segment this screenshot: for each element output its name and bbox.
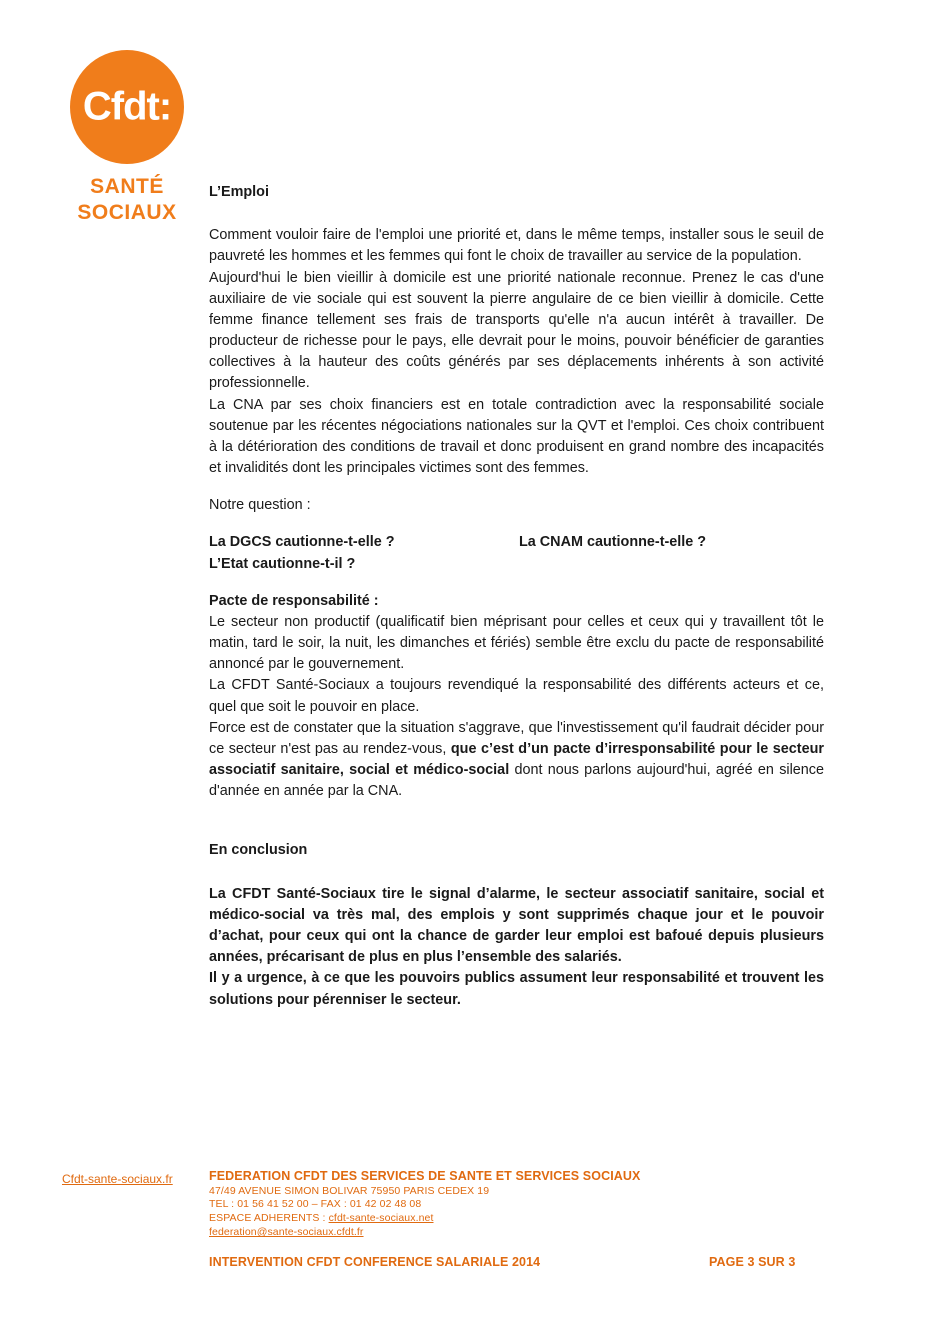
logo-circle bbox=[70, 50, 184, 164]
footer-page-number: PAGE 3 SUR 3 bbox=[709, 1255, 796, 1269]
question-cnam: La CNAM cautionne-t-elle ? bbox=[519, 534, 707, 551]
question-intro: Notre question : bbox=[209, 497, 311, 514]
conclusion-paragraph-1: La CFDT Santé-Sociaux tire le signal d’alarme, le secteur associatif sanitaire, social et médico-social va très mal, des emplois y sont supprimés chaque jour et le pouvoir d’achat, pour ceux qui ont la chance de garder leur emploi est bafoué depuis plusieurs années, précarisant de plus en plus l’ensemble des salariés. bbox=[209, 885, 824, 966]
emploi-paragraph-1: Comment vouloir faire de l'emploi une priorité et, dans le même temps, installer sous le seuil de pauvreté les hommes et les femmes qui font le choix de travailler au service de la population. bbox=[209, 227, 824, 265]
cfdt-logo bbox=[62, 50, 192, 225]
footer-email-wrap bbox=[209, 1226, 869, 1240]
logo-subtitle-line1: SANTÉ bbox=[90, 175, 164, 198]
pacte-paragraph-3-tail: dont nous parlons aujourd'hui, agréé en silence d'année en année par la CNA. bbox=[209, 762, 824, 800]
footer-adherents-label: ESPACE ADHERENTS : bbox=[209, 1212, 329, 1225]
pacte-paragraph-1: Le secteur non productif (qualificatif bien méprisant pour celles et ceux qui y travaillent tôt le matin, tard le soir, la nuit, les dimanches et fériés) semble être exclu du pacte de responsabilité annoncé par le gouvernement. bbox=[209, 613, 824, 673]
footer-org-name: FEDERATION CFDT DES SERVICES DE SANTE ET SERVICES SOCIAUX bbox=[209, 1169, 641, 1183]
footer-address: 47/49 AVENUE SIMON BOLIVAR 75950 PARIS CEDEX 19 bbox=[209, 1184, 490, 1197]
emploi-paragraph-3: La CNA par ses choix financiers est en totale contradiction avec la responsabilité sociale soutenue par les récentes négociations nationales sur la QVT et l'emploi. Ces choix contribuent à la détérioration des conditions de travail et donc produisent en grand nombre des incapacités et invalidités dont les principales victimes sont des femmes. bbox=[209, 396, 824, 477]
pacte-paragraph-2: La CFDT Santé-Sociaux a toujours revendiqué la responsabilité des différents acteurs et ce, quel que soit le pouvoir en place. bbox=[209, 677, 824, 715]
question-etat: L’Etat cautionne-t-il ? bbox=[209, 555, 356, 572]
footer-website-link[interactable]: Cfdt-sante-sociaux.fr bbox=[62, 1172, 173, 1186]
footer-email-link[interactable]: federation@sante-sociaux.cfdt.fr bbox=[209, 1226, 364, 1239]
footer-doc-title: INTERVENTION CFDT CONFERENCE SALARIALE 2014 bbox=[209, 1255, 541, 1269]
footer-bottom-row bbox=[209, 1254, 869, 1271]
question-dgcs: La DGCS cautionne-t-elle ? bbox=[209, 534, 395, 551]
pacte-paragraph-3-emphasis: que c’est d’un pacte d’irresponsabilité pour le secteur associatif sanitaire, social et médico-social bbox=[209, 740, 824, 779]
logo-subtitle bbox=[62, 174, 192, 225]
section-heading-emploi: L’Emploi bbox=[209, 184, 269, 200]
emploi-paragraph-2: Aujourd'hui le bien vieillir à domicile est une priorité nationale reconnue. Prenez le cas d'une auxiliaire de vie sociale qui est souvent la pierre angulaire de ce bien vieillir à domicile. Cette femme finance tellement ses frais de transports qu'elle n'a aucun intérêt à travailler. De producteur de richesse pour le pays, elle devrait pour le moins, pouvoir bénéficier de garanties collectives à la hauteur des coûts générés par ses déplacements inhérents à son activité professionnelle. bbox=[209, 269, 824, 392]
footer-phone: TEL : 01 56 41 52 00 – FAX : 01 42 02 48 08 bbox=[209, 1198, 422, 1211]
section-heading-conclusion: En conclusion bbox=[209, 842, 308, 859]
logo-wordmark: Cfdt: bbox=[82, 84, 172, 129]
footer-org-block bbox=[209, 1168, 869, 1240]
footer-adherents bbox=[209, 1212, 869, 1226]
footer-adherents-link[interactable]: cfdt-sante-sociaux.net bbox=[328, 1212, 434, 1225]
questions-row bbox=[209, 532, 824, 553]
logo-subtitle-line2: SOCIAUX bbox=[77, 200, 177, 224]
section-heading-pacte: Pacte de responsabilité : bbox=[209, 592, 379, 609]
document-body bbox=[209, 182, 824, 1011]
pacte-paragraph-3-lead: Force est de constater que la situation s'aggrave, que l'investissement qu'il faudrait décider pour ce secteur n'est pas au rendez-vous, bbox=[209, 719, 824, 757]
pacte-paragraph-3 bbox=[209, 718, 824, 803]
conclusion-paragraph-2: Il y a urgence, à ce que les pouvoirs publics assument leur responsabilité et trouvent les solutions pour pérenniser le secteur. bbox=[209, 970, 824, 1008]
